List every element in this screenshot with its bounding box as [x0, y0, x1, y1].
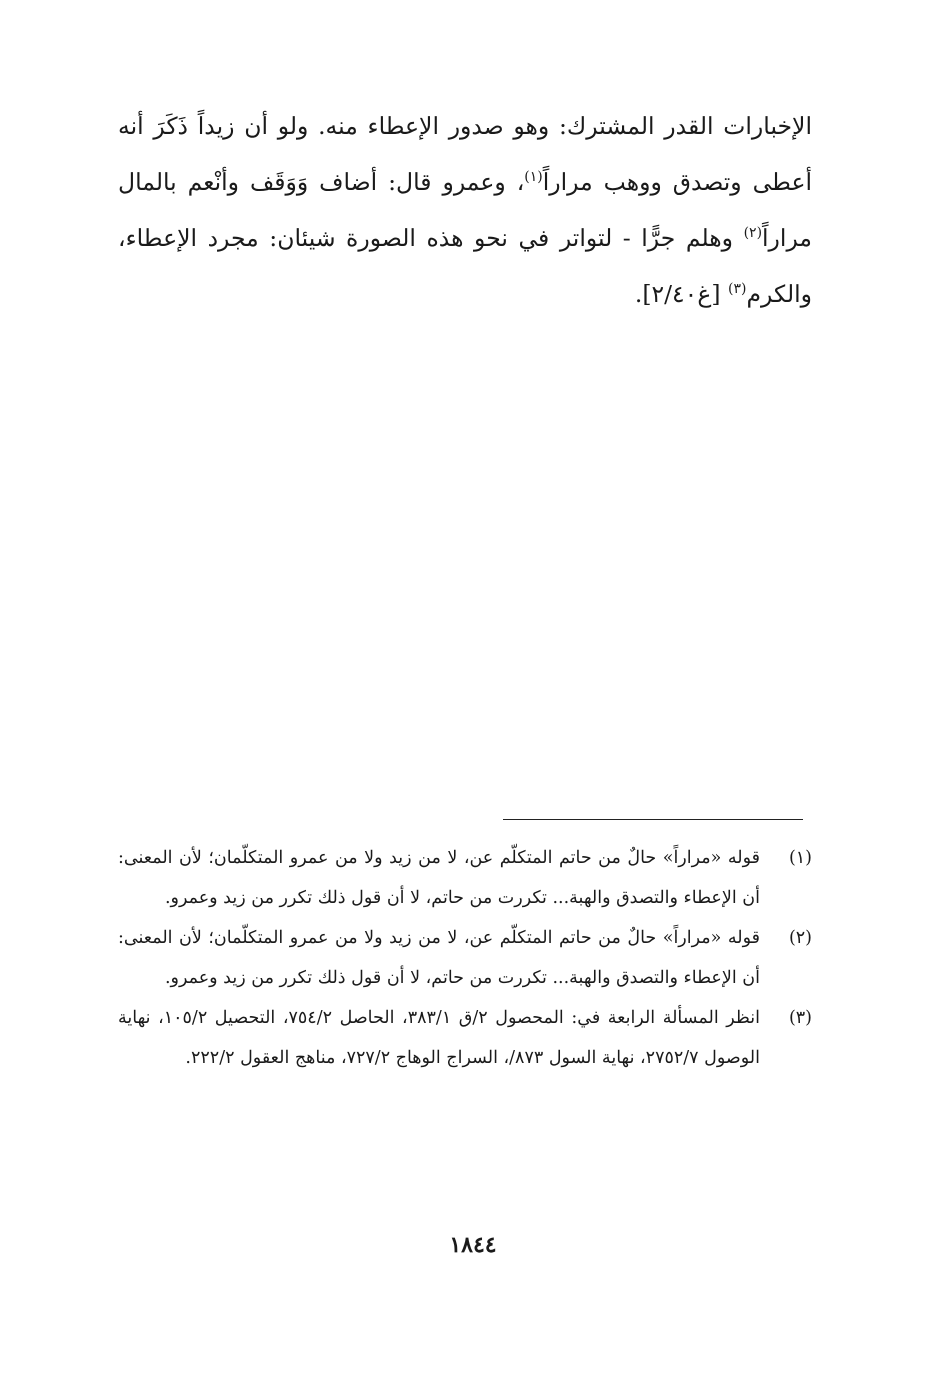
footnotes-section: [118, 838, 812, 1078]
footnote-3: [118, 998, 812, 1078]
footnote-number: (٢): [788, 928, 812, 948]
footnote-ref-2[interactable]: (٢): [743, 225, 763, 242]
main-line-2-start: أعطى وتصدق ووهب مراراً: [542, 168, 812, 196]
footnote-ref-3[interactable]: (٣): [727, 281, 747, 298]
main-line-4-start: والكرم: [746, 280, 812, 308]
main-line-3-start: مراراً: [762, 224, 812, 252]
page-number: ١٨٤٤: [449, 1232, 497, 1258]
main-line-3-end: وهلم جرًّا - لتواتر في نحو هذه الصورة شيئان: مجرد الإعطاء،: [118, 224, 744, 252]
footnote-2: [118, 918, 812, 998]
footnote-text: قوله «مراراً» حالٌ من حاتم المتكلّم عن، لا من زيد ولا من عمرو المتكلّمان؛ لأن المعنى: أن الإعطاء والتصدق والهبة... تكررت من حاتم، لا أن قول ذلك تكرر من زيد وعمرو.: [118, 928, 760, 988]
main-text-block: [118, 98, 812, 322]
footnote-number: (١): [788, 848, 812, 868]
footnote-number: (٣): [788, 1008, 812, 1028]
footnote-1: [118, 838, 812, 918]
main-line-2-end: ، وعمرو قال: أضاف وَوَقَف وأنْعم بالمال: [118, 168, 525, 196]
main-paragraph: [118, 98, 812, 322]
main-line-4-end: [غ٢/٤٠].: [634, 280, 728, 308]
main-line-1: الإخبارات القدر المشترك: وهو صدور الإعطاء منه. ولو أن زيداً ذَكَرَ أنه: [118, 112, 812, 140]
footnote-text: قوله «مراراً» حالٌ من حاتم المتكلّم عن، لا من زيد ولا من عمرو المتكلّمان؛ لأن المعنى: أن الإعطاء والتصدق والهبة... تكررت من حاتم، لا أن قول ذلك تكرر من زيد وعمرو.: [118, 848, 760, 908]
footnote-ref-1[interactable]: (١): [524, 169, 543, 186]
footnote-separator: [503, 819, 803, 820]
footnote-text: انظر المسألة الرابعة في: المحصول ٢/ق ٣٨٣/١، الحاصل ٧٥٤/٢، التحصيل ١٠٥/٢، نهاية الوصول ٢٧٥٢/٧، نهاية السول ٨٧٣/، السراج الوهاج ٧٢٧/٢، مناهج العقول ٢٢٢/٢.: [118, 1008, 760, 1068]
